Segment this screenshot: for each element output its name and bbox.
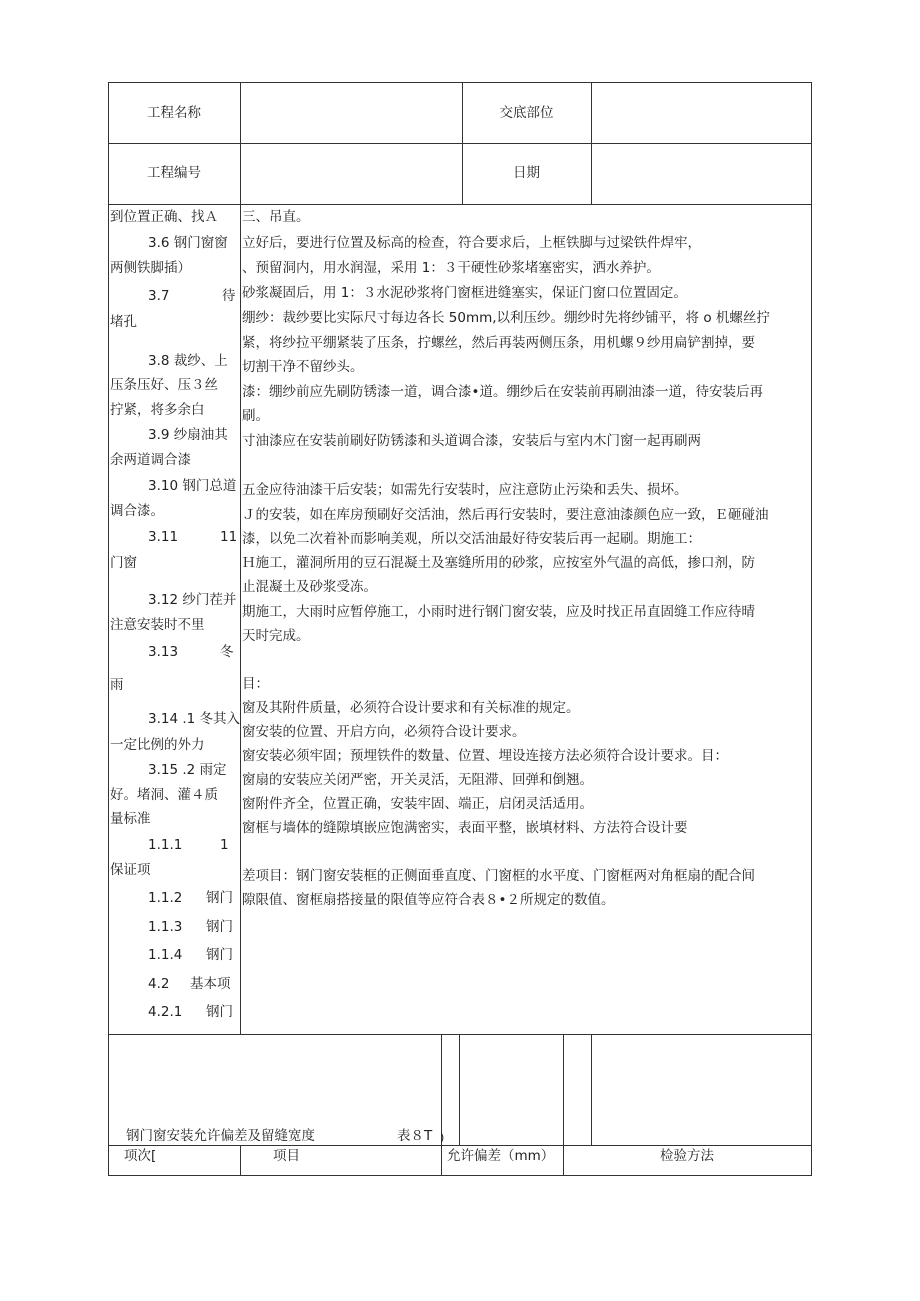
border-top bbox=[108, 82, 812, 83]
left-line: 3.12 纱门茬并 bbox=[148, 592, 237, 608]
col-divider-g bbox=[563, 1034, 564, 1176]
body-line: 窗框与墙体的缝隙填嵌应饱满密实，表面平整，嵌填材料、方法符合设计要 bbox=[242, 820, 688, 836]
col-header-method: 检验方法 bbox=[660, 1148, 714, 1164]
left-line: 冬 bbox=[220, 644, 234, 660]
row-divider-3 bbox=[108, 1034, 812, 1035]
left-line: 余两道调合漆 bbox=[110, 452, 191, 468]
date-label: 日期 bbox=[513, 165, 540, 181]
left-line: 好。堵洞、灌４质 bbox=[110, 787, 218, 803]
left-line: 雨 bbox=[110, 677, 124, 693]
row-divider-2 bbox=[108, 204, 812, 205]
left-line: 1.1.4 bbox=[148, 947, 183, 963]
left-line: 钢门 bbox=[206, 1004, 233, 1020]
body-line: 目： bbox=[242, 676, 269, 692]
body-line: 窗及其附件质量，必须符合设计要求和有关标准的规定。 bbox=[242, 700, 580, 716]
handover-part-label: 交底部位 bbox=[499, 105, 554, 121]
col-header-tolerance: 允许偏差（mm） bbox=[447, 1148, 555, 1164]
body-line: Ｈ施工，灌洞所用的豆石混凝土及塞缝所用的砂浆，应按室外气温的高低，掺口剂，防 bbox=[242, 555, 755, 571]
left-line: 钢门 bbox=[206, 890, 233, 906]
col-divider-c bbox=[591, 82, 592, 204]
body-line: 期施工，大雨时应暂停施工，小雨时进行钢门窗安装，应及时找正吊直固缝工作应待晴 bbox=[242, 604, 755, 620]
left-line: 1 bbox=[220, 837, 229, 853]
col-header-item: 项目 bbox=[273, 1148, 300, 1164]
left-line: 注意安装时不里 bbox=[110, 617, 205, 633]
left-line: 基本项 bbox=[190, 976, 231, 992]
col-divider-f bbox=[459, 1034, 460, 1146]
body-line: 窗扇的安装应关闭严密，开关灵活，无阻滞、回弹和倒翘。 bbox=[242, 772, 593, 788]
left-line: 一定比例的外力 bbox=[110, 737, 205, 753]
body-line: 、预留洞内，用水润湿，采用 1：３干硬性砂浆堵塞密实，洒水养护。 bbox=[242, 260, 660, 276]
body-line: 三、吊直。 bbox=[242, 209, 310, 225]
col-divider-d bbox=[240, 1145, 241, 1176]
left-line: 调合漆。 bbox=[110, 503, 164, 519]
border-bottom bbox=[108, 1175, 812, 1176]
body-line: 切割干净不留纱头。 bbox=[242, 359, 364, 375]
project-name-label: 工程名称 bbox=[147, 105, 201, 121]
left-line: 3.10 钢门总道 bbox=[148, 478, 237, 494]
left-line: 两侧铁脚插） bbox=[110, 260, 191, 276]
col-divider-a bbox=[240, 82, 241, 1034]
left-line: 量标准 bbox=[110, 811, 151, 827]
col-divider-h bbox=[591, 1034, 592, 1146]
left-line: 11 bbox=[220, 529, 238, 545]
left-line: 3.9 纱扇油其 bbox=[148, 427, 228, 443]
body-line: 窗安装的位置、开启方向，必须符合设计要求。 bbox=[242, 724, 526, 740]
project-no-label: 工程编号 bbox=[147, 165, 201, 181]
left-line: 到位置正确、找Ａ bbox=[110, 209, 218, 225]
left-line: 钢门 bbox=[206, 947, 233, 963]
left-line: 1.1.1 bbox=[148, 837, 183, 853]
left-line: 堵孔 bbox=[110, 314, 137, 330]
body-line: 漆，以免二次着补而影响美观，所以交活油最好待安装后再一起刷。期施工： bbox=[242, 531, 701, 547]
left-line: 钢门 bbox=[206, 919, 233, 935]
body-line: 窗附件齐全，位置正确，安装牢固、端正，启闭灵活适用。 bbox=[242, 796, 593, 812]
left-line: 3.15 .2 雨定 bbox=[148, 762, 227, 778]
body-line: 差项目：钢门窗安装框的正侧面垂直度、门窗框的水平度、门窗框两对角框扇的配合间 bbox=[242, 868, 755, 884]
body-line: 五金应待油漆干后安装；如需先行安装时，应注意防止污染和丢失、损坏。 bbox=[242, 482, 688, 498]
col-divider-e bbox=[440, 1034, 445, 1176]
left-line: 3.13 bbox=[148, 644, 179, 660]
body-line: 漆：绷纱前应先刷防锈漆一道，调合漆•道。绷纱后在安装前再刷油漆一道，待安装后再 bbox=[242, 384, 763, 400]
left-line: 3.6 钢门窗窗 bbox=[148, 235, 228, 251]
left-line: 1.1.2 bbox=[148, 890, 183, 906]
left-line: 3.14 .1 冬其入 bbox=[148, 711, 241, 727]
body-line: 止混凝土及砂浆受冻。 bbox=[242, 579, 377, 595]
border-left bbox=[108, 82, 109, 1176]
body-line: 刷。 bbox=[242, 408, 269, 424]
left-line: 待 bbox=[222, 288, 236, 304]
left-line: 4.2.1 bbox=[148, 1004, 183, 1020]
table-caption-title: 钢门窗安装允许偏差及留缝宽度 bbox=[126, 1128, 315, 1144]
left-line: 门窗 bbox=[110, 555, 137, 571]
row-divider-1 bbox=[108, 143, 812, 144]
left-line: 保证项 bbox=[110, 862, 151, 878]
body-line: 窗安装必须牢固；预埋铁件的数量、位置、埋设连接方法必须符合设计要求。目： bbox=[242, 748, 728, 764]
table-caption-mark: ) bbox=[440, 1131, 445, 1144]
left-line: 压条压好、压３丝 bbox=[110, 377, 218, 393]
col-divider-b bbox=[462, 82, 463, 204]
body-line: 立好后，要进行位置及标高的检查，符合要求后，上框铁脚与过梁铁件焊牢， bbox=[242, 235, 701, 251]
left-line: 3.8 裁纱、上 bbox=[148, 353, 228, 369]
body-line: 寸油漆应在安装前刷好防锈漆和头道调合漆，安装后与室内木门窗一起再刷两 bbox=[242, 433, 701, 449]
col-header-index: 项次[ bbox=[124, 1148, 157, 1164]
table-caption-number: 表８T bbox=[397, 1128, 433, 1144]
body-line: 天时完成。 bbox=[242, 628, 310, 644]
left-line: 拧紧，将多余白 bbox=[110, 402, 205, 418]
row-divider-4 bbox=[108, 1145, 812, 1146]
left-line: 4.2 bbox=[148, 976, 170, 992]
border-right bbox=[811, 82, 812, 1176]
left-line: 3.11 bbox=[148, 529, 179, 545]
body-line: 砂浆凝固后，用 1：３水泥砂浆将门窗框进缝塞实，保证门窗口位置固定。 bbox=[242, 285, 687, 301]
left-line: 1.1.3 bbox=[148, 919, 183, 935]
left-line: 3.7 bbox=[148, 288, 170, 304]
body-line: 绷纱：裁纱要比实际尺寸每边各长 50mm,以利压纱。绷纱时先将纱铺平，将 o 机螺丝拧 bbox=[242, 310, 770, 326]
body-line: 隙限值、窗框扇搭接量的限值等应符合表８•２所规定的数值。 bbox=[242, 892, 615, 908]
body-line: 紧，将纱拉平绷紧装了压条，拧螺丝，然后再装两侧压条，用机螺９纱用扁铲割掉，要 bbox=[242, 335, 755, 351]
body-line: Ｊ的安装，如在库房预刷好交活油，然后再行安装时，要注意油漆颜色应一致，Ｅ砸碰油 bbox=[242, 507, 769, 523]
